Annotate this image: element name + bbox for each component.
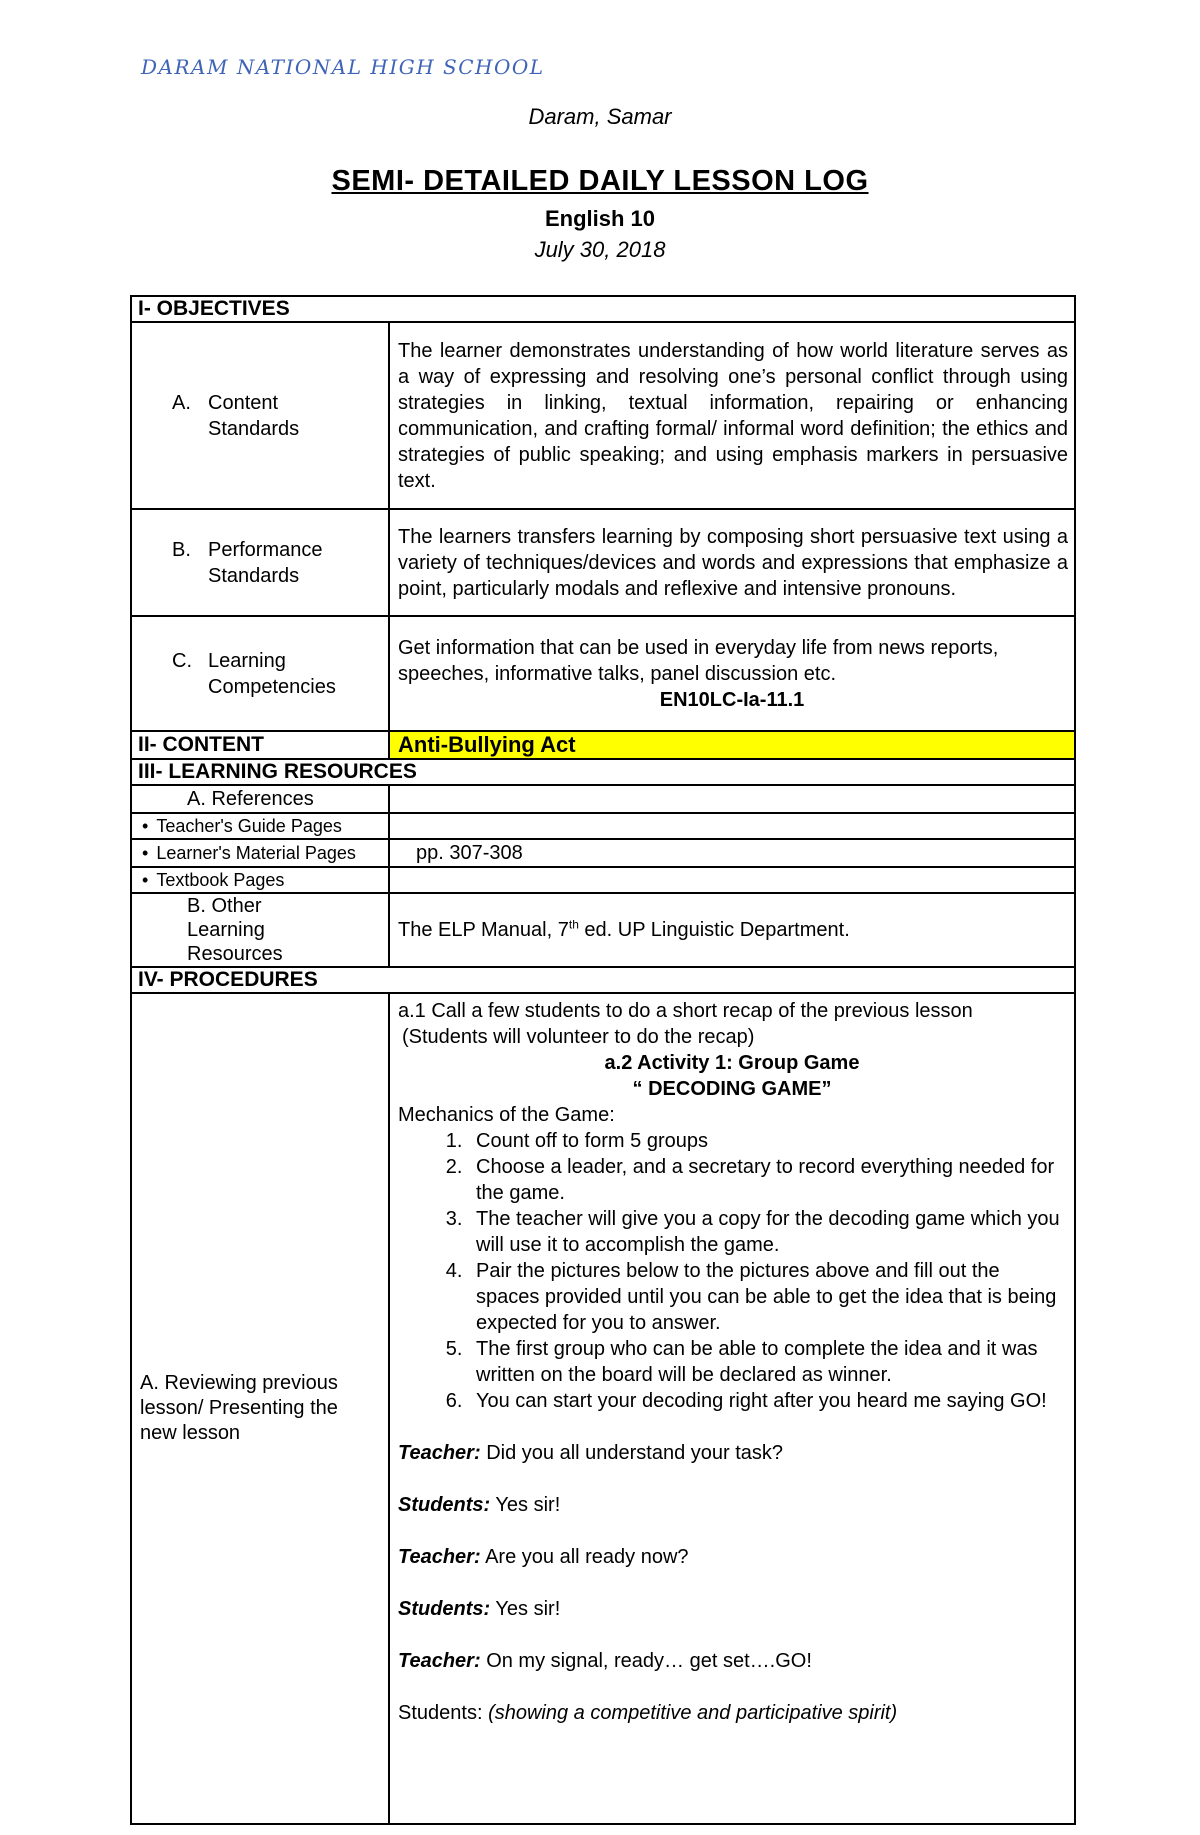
mechanics-item: 5. The first group who can be able to complete the idea and it was written on the board will be declared as winner. bbox=[468, 1336, 1066, 1388]
procedure-a-label bbox=[131, 993, 389, 1824]
dialogue-text: Are you all ready now? bbox=[480, 1546, 689, 1568]
dialogue-line bbox=[398, 1596, 1066, 1622]
document-title: SEMI- DETAILED DAILY LESSON LOG bbox=[331, 165, 869, 197]
dialogue-speaker: Teacher: bbox=[398, 1442, 481, 1464]
teachers-guide-row bbox=[131, 813, 1075, 839]
teachers-guide-label: • Teacher's Guide Pages bbox=[131, 813, 389, 839]
content-standards-letter: A. bbox=[172, 391, 191, 414]
learning-competencies-letter: C. bbox=[172, 649, 192, 672]
learning-competencies-row bbox=[131, 616, 1075, 731]
procedure-a-row bbox=[131, 993, 1075, 1824]
other-resources-sup: th bbox=[568, 917, 579, 932]
subject-line: English 10 bbox=[544, 206, 656, 231]
recap-note: (Students will volunteer to do the recap) bbox=[402, 1026, 755, 1048]
mechanics-item: 3. The teacher will give you a copy for the decoding game which you will use it to accomplish the game. bbox=[468, 1206, 1066, 1258]
content-standards-row bbox=[131, 322, 1075, 509]
performance-standards-row bbox=[131, 509, 1075, 616]
closing-line bbox=[398, 1700, 1066, 1726]
school-location: Daram, Samar bbox=[528, 104, 672, 129]
dialogue-speaker: Students: bbox=[398, 1598, 491, 1620]
teachers-guide-value bbox=[389, 813, 1075, 839]
resources-header-row bbox=[131, 759, 1075, 785]
other-resources-row bbox=[131, 893, 1075, 967]
dialogue-text: Yes sir! bbox=[490, 1494, 561, 1516]
mechanics-item: 6. You can start your decoding right after you heard me saying GO! bbox=[468, 1388, 1066, 1414]
recap-instruction: a.1 Call a few students to do a short recap of the previous lesson bbox=[398, 1000, 973, 1022]
dialogue-line bbox=[398, 1492, 1066, 1518]
references-label: A. References bbox=[131, 785, 389, 813]
closing-speaker: Students: bbox=[398, 1702, 483, 1724]
mechanics-label: Mechanics of the Game: bbox=[398, 1104, 615, 1126]
textbook-row bbox=[131, 867, 1075, 893]
objectives-header-row bbox=[131, 296, 1075, 322]
learners-material-row bbox=[131, 839, 1075, 867]
activity-subtitle: “ DECODING GAME” bbox=[632, 1078, 832, 1100]
resources-heading: III- LEARNING RESOURCES bbox=[131, 759, 1075, 785]
content-heading: II- CONTENT bbox=[131, 731, 389, 759]
lesson-log-table bbox=[130, 295, 1076, 1825]
content-standards-label bbox=[131, 322, 389, 509]
learning-competencies-cell bbox=[389, 616, 1075, 731]
objectives-heading: I- OBJECTIVES bbox=[131, 296, 1075, 322]
dialogue-line bbox=[398, 1440, 1066, 1466]
closing-text: (showing a competitive and participative spirit) bbox=[482, 1702, 898, 1724]
other-resources-value bbox=[389, 893, 1075, 967]
dialogue-text: On my signal, ready… get set….GO! bbox=[480, 1650, 812, 1672]
other-resources-text: The ELP Manual, 7 bbox=[398, 919, 569, 941]
dialogue-speaker: Teacher: bbox=[398, 1546, 481, 1568]
content-standards-label-text: Content Standards bbox=[208, 391, 300, 440]
competency-code: EN10LC-Ia-11.1 bbox=[659, 688, 805, 711]
learning-competencies-label-text: Learning Competencies bbox=[208, 649, 336, 698]
dialogue-line bbox=[398, 1544, 1066, 1570]
lesson-date: July 30, 2018 bbox=[534, 237, 666, 262]
mechanics-item: 2. Choose a leader, and a secretary to record everything needed for the game. bbox=[468, 1154, 1066, 1206]
performance-standards-label bbox=[131, 509, 389, 616]
learning-competencies-label bbox=[131, 616, 389, 731]
procedures-header-row bbox=[131, 967, 1075, 993]
textbook-label: • Textbook Pages bbox=[131, 867, 389, 893]
dialogue-speaker: Teacher: bbox=[398, 1650, 481, 1672]
dialogue bbox=[398, 1414, 1066, 1726]
other-resources-text-end: ed. UP Linguistic Department. bbox=[578, 919, 850, 941]
procedure-a-label-text: A. Reviewing previous lesson/ Presenting the new lesson bbox=[140, 1372, 338, 1444]
performance-standards-letter: B. bbox=[172, 538, 191, 561]
learning-competencies-text: Get information that can be used in everyday life from news reports, speeches, informative talks, panel discussion etc. bbox=[398, 636, 999, 685]
content-standards-text: The learner demonstrates understanding of how world literature serves as a way of expressing and resolving one’s personal conflict through using strategies in linking, textual information, repairing or enhancing communication, and crafting formal/ informal word definition; the ethics and strategies of public speaking; and using emphasis markers in persuasive text. bbox=[389, 322, 1075, 509]
other-resources-label bbox=[131, 893, 389, 967]
activity-title: a.2 Activity 1: Group Game bbox=[604, 1052, 860, 1074]
mechanics-list bbox=[398, 1128, 1066, 1414]
other-resources-label-text: B. Other Learning Resources bbox=[187, 895, 283, 965]
content-row bbox=[131, 731, 1075, 759]
performance-standards-label-text: Performance Standards bbox=[208, 538, 323, 587]
references-value bbox=[389, 785, 1075, 813]
learners-material-label: • Learner's Material Pages bbox=[131, 839, 389, 867]
dialogue-line bbox=[398, 1648, 1066, 1674]
mechanics-item: 4. Pair the pictures below to the pictures above and fill out the spaces provided until you can be able to get the idea that is being expected for you to answer. bbox=[468, 1258, 1066, 1336]
learners-material-value: pp. 307-308 bbox=[389, 839, 1075, 867]
mechanics-item: 1. Count off to form 5 groups bbox=[468, 1128, 1066, 1154]
content-topic: Anti-Bullying Act bbox=[389, 731, 1075, 759]
textbook-value bbox=[389, 867, 1075, 893]
procedures-heading: IV- PROCEDURES bbox=[131, 967, 1075, 993]
dialogue-speaker: Students: bbox=[398, 1494, 491, 1516]
performance-standards-text: The learners transfers learning by composing short persuasive text using a variety of techniques/devices and words and expressions that emphasize a point, particularly modals and reflexive and intensive pronouns. bbox=[389, 509, 1075, 616]
school-name: DARAM NATIONAL HIGH SCHOOL bbox=[141, 55, 545, 79]
procedure-a-content bbox=[389, 993, 1075, 1824]
dialogue-text: Did you all understand your task? bbox=[480, 1442, 784, 1464]
references-row bbox=[131, 785, 1075, 813]
dialogue-text: Yes sir! bbox=[490, 1598, 561, 1620]
